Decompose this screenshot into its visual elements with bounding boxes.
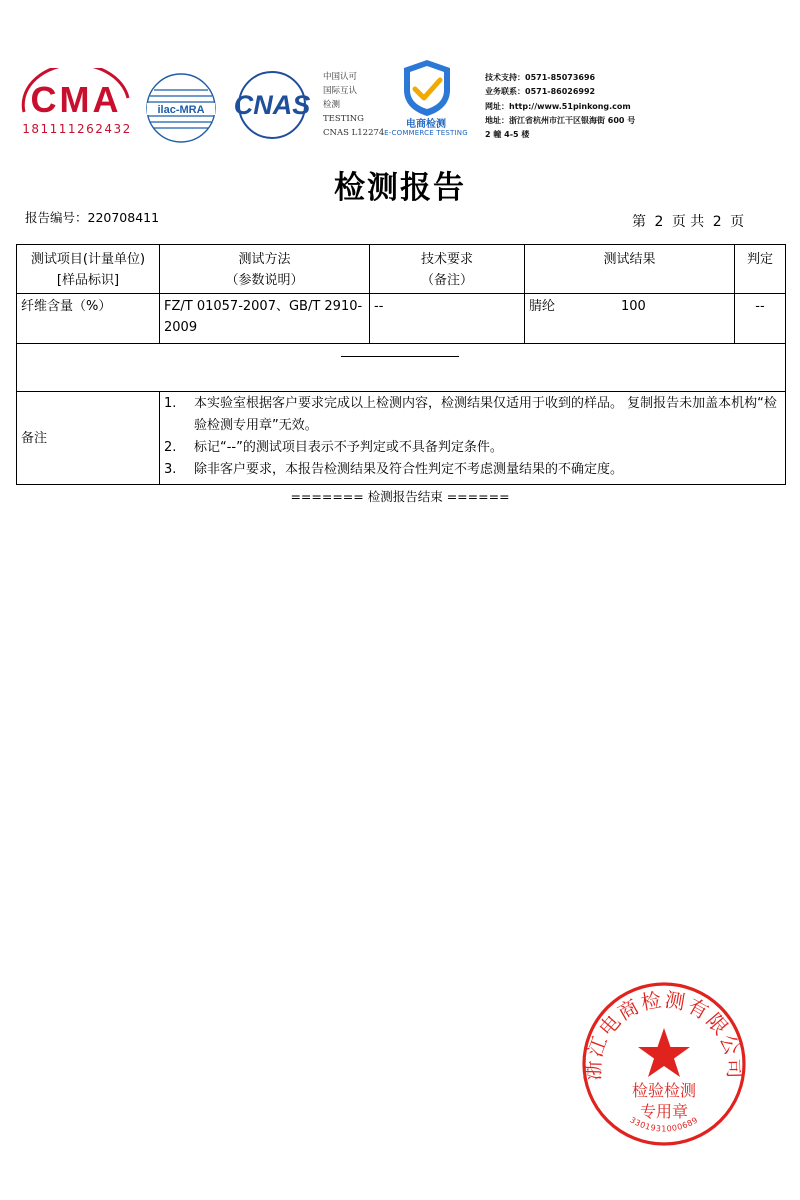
seal-star-icon (638, 1028, 690, 1077)
seal-number: 3301931000689 (628, 1115, 700, 1134)
cell-item: 纤维含量（%） (17, 294, 160, 344)
table-row (17, 294, 786, 344)
address-continued: 2 幢 4-5 楼 (485, 130, 530, 140)
cma-logo-text: CMA (30, 79, 122, 120)
note-text: 标记“--”的测试项目表示不予判定或不具备判定条件。 (194, 440, 503, 455)
header-line: （备注） (420, 273, 473, 288)
cnas-info-line: CNAS L12274 (323, 128, 385, 138)
notes-row (17, 392, 786, 485)
business-contact: 业务联系：0571-86026992 (485, 87, 596, 97)
table-header-row (17, 245, 786, 294)
note-text: 除非客户要求，本报告检测结果及符合性判定不考虑测量结果的不确定度。 (194, 462, 624, 477)
cnas-info-line: 国际互认 (323, 86, 358, 96)
ilac-logo-text: ilac-MRA (157, 104, 205, 116)
cell-requirement: -- (370, 294, 525, 344)
header-test-item (17, 245, 160, 294)
header-line: 技术要求 (420, 252, 473, 267)
website: 网址：http://www.51pinkong.com (485, 101, 631, 111)
header-line: 测试方法 (238, 252, 291, 267)
cell-judgement: -- (735, 294, 786, 344)
page-total: 2 (712, 214, 722, 230)
note-item (164, 393, 781, 437)
cma-number: 181111262432 (22, 122, 132, 136)
address: 地址：浙江省杭州市江干区银海街 600 号 (485, 115, 636, 125)
note-text: 本实验室根据客户要求完成以上检测内容，检测结果仅适用于收到的样品。 复制报告未加盖本机构“检验检测专用章”无效。 (194, 396, 777, 433)
blank-cell (17, 344, 786, 392)
page-prefix: 第 (632, 214, 646, 230)
note-number: 3. (164, 462, 177, 477)
header-requirement (370, 245, 525, 294)
official-seal (580, 980, 748, 1148)
header-line: （参数说明） (225, 273, 304, 288)
seal-line2: 专用章 (639, 1102, 689, 1121)
end-divider-line (341, 356, 459, 357)
cnas-info-line: TESTING (323, 114, 364, 124)
blank-row (17, 344, 786, 392)
result-value: 100 (621, 299, 646, 314)
note-number: 1. (164, 396, 177, 411)
page-suffix: 页 (730, 214, 745, 230)
report-number: 报告编号：220708411 (25, 210, 160, 225)
report-end-marker: ======= 检测报告结束 ====== (290, 489, 510, 504)
notes-label: 备注 (17, 392, 160, 485)
cnas-info-line: 检测 (323, 100, 341, 110)
cnas-logo-text: CNAS (233, 90, 311, 120)
cell-result (525, 294, 735, 344)
header-result (525, 245, 735, 294)
ecommerce-testing-title: 电商检测 (406, 119, 446, 130)
header-line: [样品标识] (56, 273, 120, 288)
header-line: 判定 (746, 252, 773, 267)
header-test-method (160, 245, 370, 294)
seal-line1: 检验检测 (631, 1081, 697, 1100)
result-label: 腈纶 (529, 299, 556, 314)
seal-org: 浙江电商检测有限公司 (580, 987, 748, 1081)
header-judgement (735, 245, 786, 294)
ilac-mra-logo (144, 72, 218, 144)
cnas-info-line: 中国认可 (323, 72, 358, 82)
page-current: 2 (654, 214, 664, 230)
cell-method: FZ/T 01057-2007、GB/T 2910-2009 (160, 294, 370, 344)
tech-support: 技术支持：0571-85073696 (485, 73, 596, 82)
page-indicator (632, 211, 744, 231)
note-item (164, 437, 781, 459)
header-line: 测试结果 (603, 252, 656, 267)
report-title: 检测报告 (334, 170, 466, 206)
contact-info (485, 71, 735, 142)
results-table (16, 244, 786, 485)
note-item (164, 459, 781, 481)
cnas-logo (224, 70, 320, 140)
header-line: 测试项目(计量单位) (30, 252, 146, 267)
page-middle: 页 共 (671, 214, 705, 230)
notes-content (160, 392, 786, 485)
ecommerce-testing-subtitle: E-COMMERCE TESTING (384, 129, 468, 137)
note-number: 2. (164, 440, 177, 455)
